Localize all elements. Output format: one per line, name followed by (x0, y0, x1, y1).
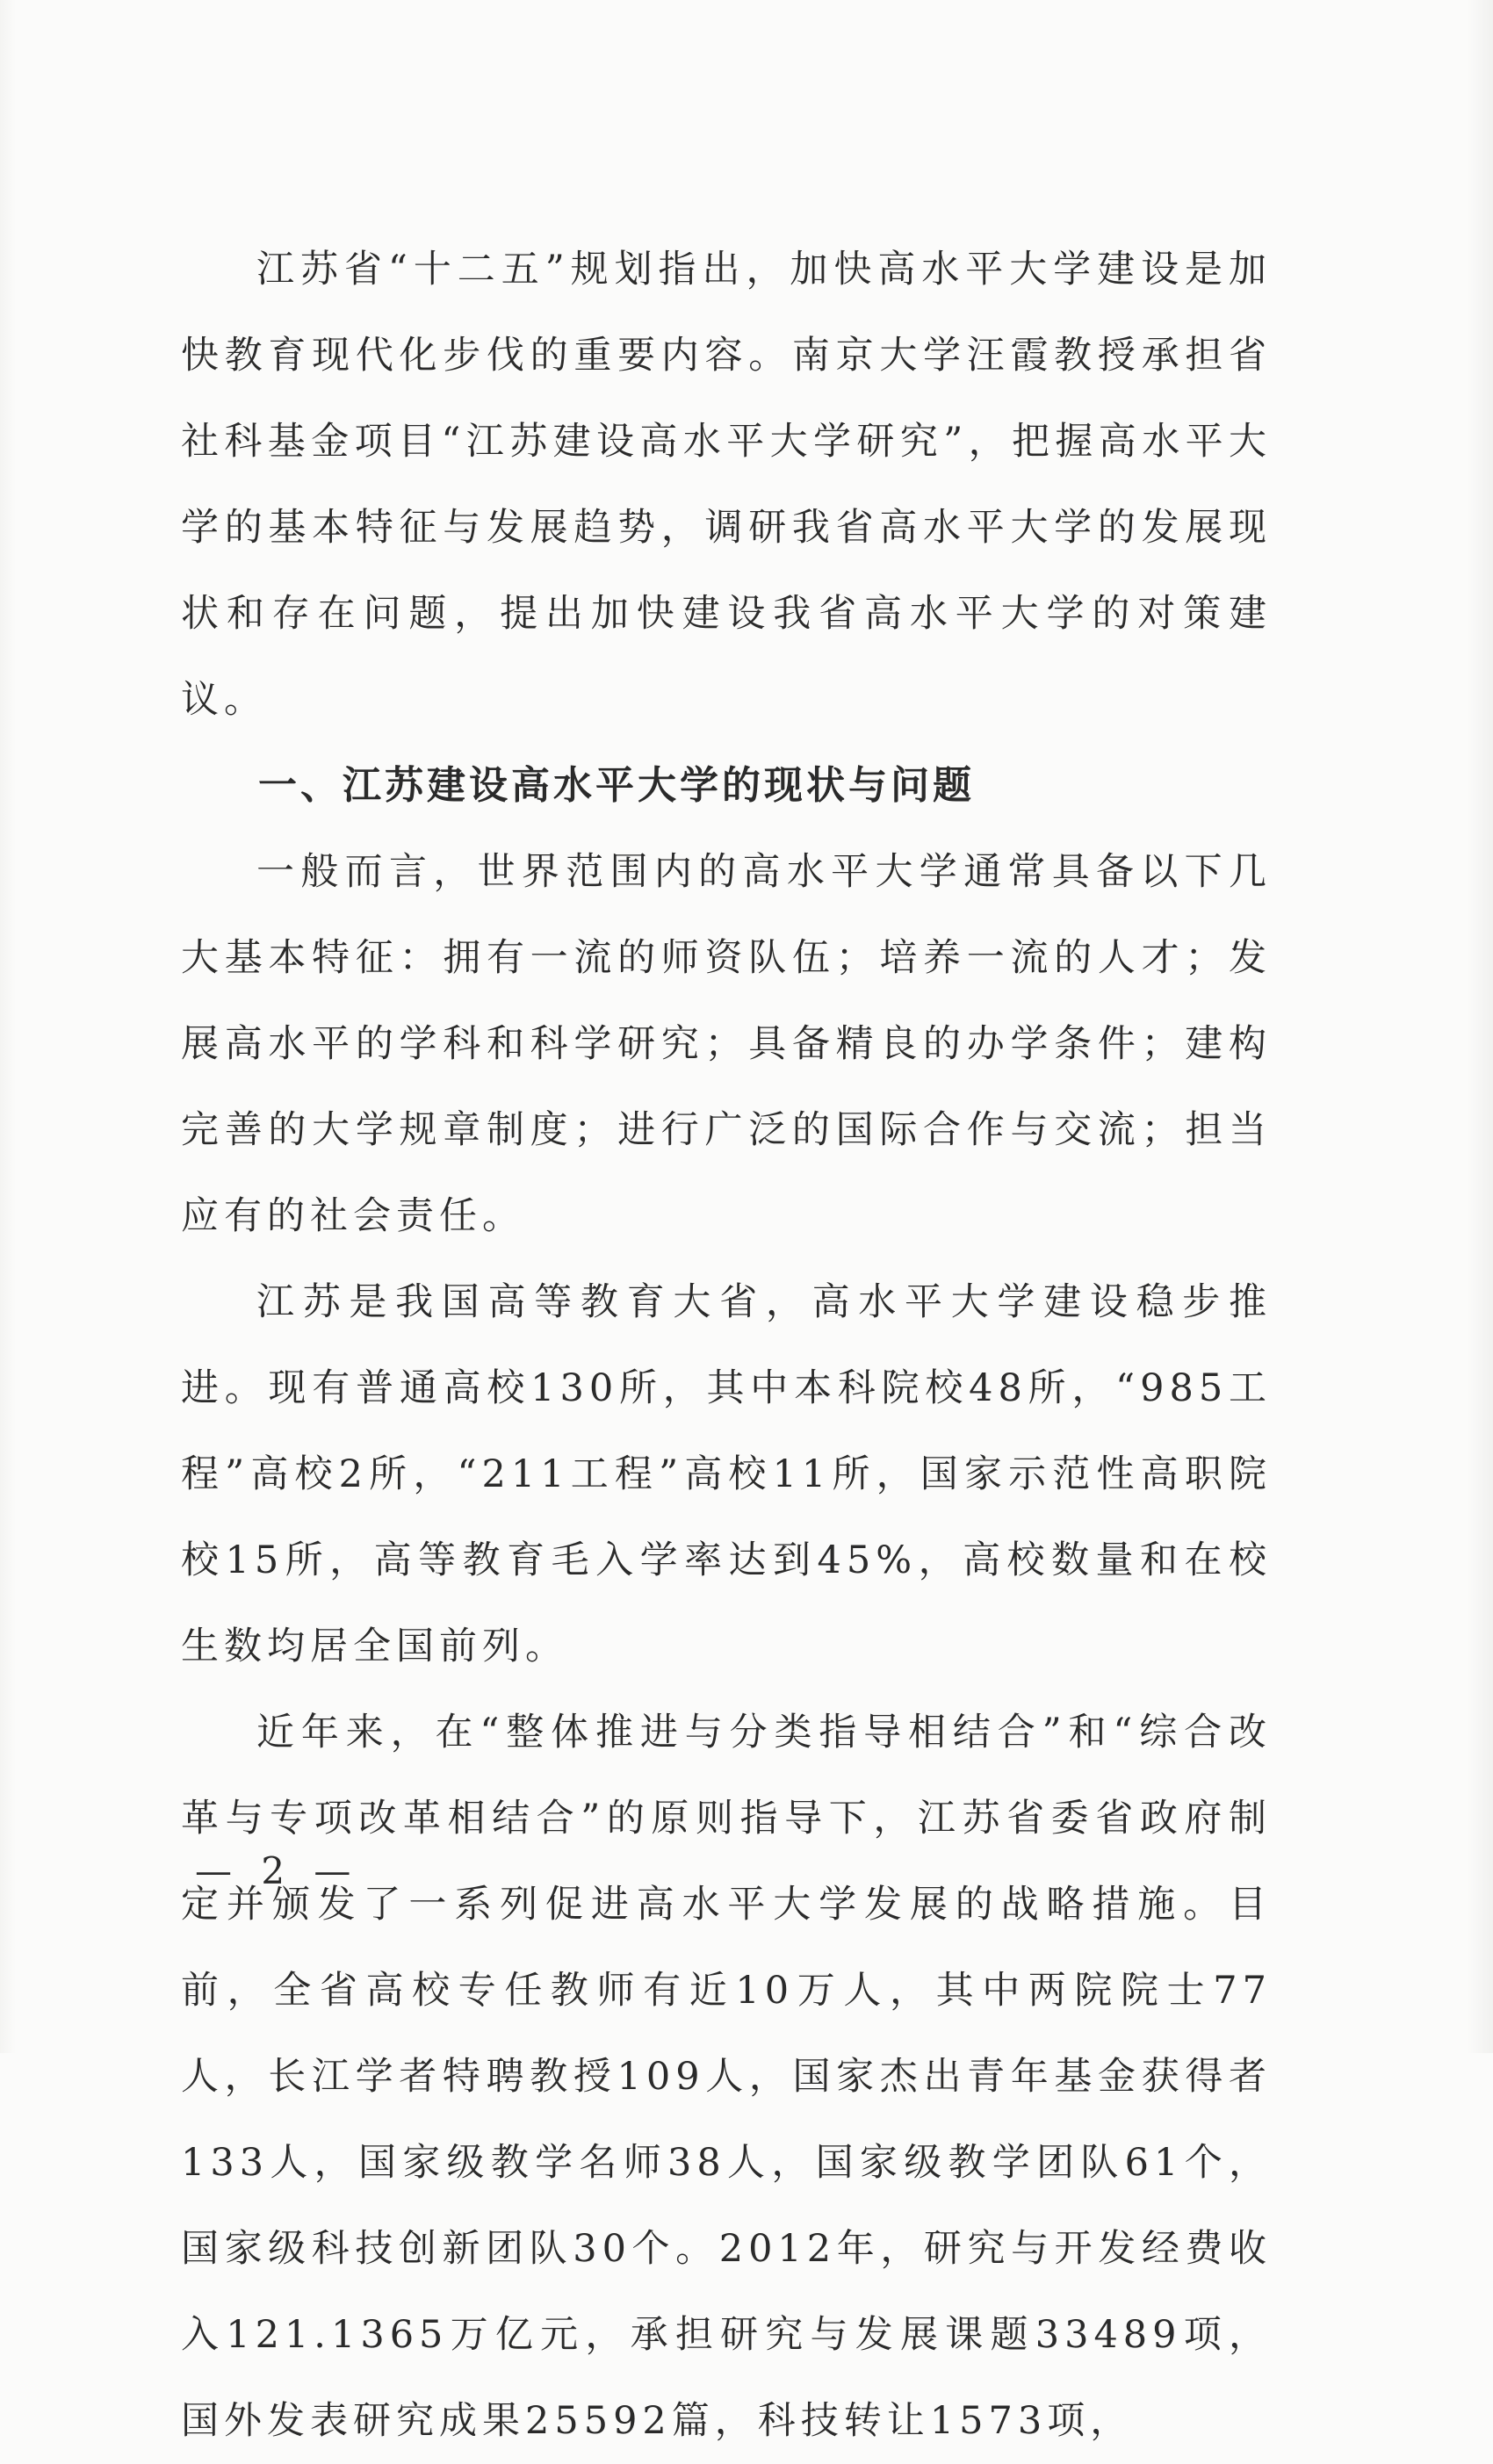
intro-paragraph: 江苏省“十二五”规划指出，加快高水平大学建设是加快教育现代化步伐的重要内容。南京大学汪霞教授承担省社科基金项目“江苏建设高水平大学研究”，把握高水平大学的基本特征与发展趋势，调研我省高水平大学的发展现状和存在问题，提出加快建设我省高水平大学的对策建议。 (181, 248, 1272, 722)
document-body (181, 227, 1272, 2464)
section-paragraph-3: 近年来，在“整体推进与分类指导相结合”和“综合改革与专项改革相结合”的原则指导下，江苏省委省政府制定并颁发了一系列促进高水平大学发展的战略措施。目前，全省高校专任教师有近10万人，其中两院院士77人，长江学者特聘教授109人，国家杰出青年基金获得者133人，国家级教学名师38人，国家级教学团队61个，国家级科技创新团队30个。2012年，研究与开发经费收入121.1365万亿元，承担研究与发展课题33489项，国外发表研究成果25592篇，科技转让1573项， (181, 1711, 1272, 2443)
section-heading: 一、江苏建设高水平大学的现状与问题 (258, 763, 975, 808)
section-paragraph-2: 江苏是我国高等教育大省，高水平大学建设稳步推进。现有普通高校130所，其中本科院校48所，“985工程”高校2所，“211工程”高校11所，国家示范性高职院校15所，高等教育毛入学率达到45%，高校数量和在校生数均居全国前列。 (181, 1280, 1272, 1668)
section-paragraph-1: 一般而言，世界范围内的高水平大学通常具备以下几大基本特征：拥有一流的师资队伍；培养一流的人才；发展高水平的学科和科学研究；具备精良的办学条件；建构完善的大学规章制度；进行广泛的国际合作与交流；担当应有的社会责任。 (181, 850, 1272, 1238)
page-number: — 2 — (195, 1849, 360, 1892)
